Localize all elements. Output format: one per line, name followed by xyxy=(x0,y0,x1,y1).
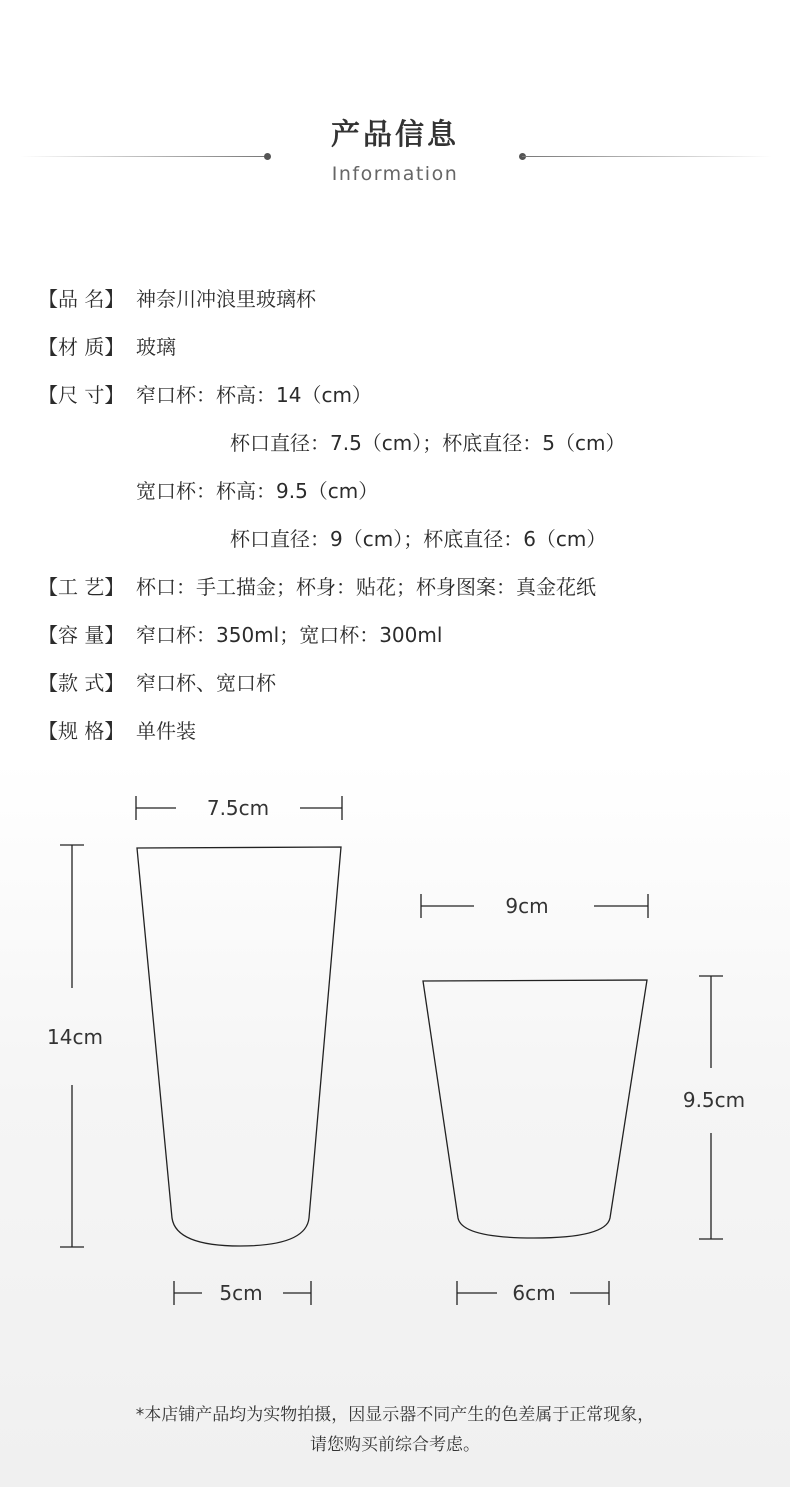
material-label: 【材 质】 xyxy=(38,335,125,359)
spec-value: 单件装 xyxy=(136,719,196,743)
disclaimer-line2: 请您购买前综合考虑。 xyxy=(310,1435,480,1455)
wide-size-line2: 杯口直径：9（cm）；杯底直径：6（cm） xyxy=(230,527,607,551)
wide-top-dimension: 9cm xyxy=(505,894,549,918)
size-label: 【尺 寸】 xyxy=(38,383,125,407)
narrow-cup-outline xyxy=(137,847,341,1246)
style-label: 【款 式】 xyxy=(38,671,125,695)
narrow-size-line1: 窄口杯：杯高：14（cm） xyxy=(136,383,372,407)
wide-size-line1: 宽口杯：杯高：9.5（cm） xyxy=(136,479,379,503)
spec-label: 【规 格】 xyxy=(38,719,125,743)
craft-label: 【工 艺】 xyxy=(38,575,125,599)
craft-value: 杯口：手工描金；杯身：贴花；杯身图案：真金花纸 xyxy=(136,575,596,599)
capacity-value: 窄口杯：350ml；宽口杯：300ml xyxy=(136,623,443,647)
capacity-label: 【容 量】 xyxy=(38,623,125,647)
material-value: 玻璃 xyxy=(136,335,176,359)
style-value: 窄口杯、宽口杯 xyxy=(136,671,276,695)
narrow-bottom-dimension: 5cm xyxy=(219,1281,263,1305)
narrow-size-line2: 杯口直径：7.5（cm）；杯底直径：5（cm） xyxy=(230,431,626,455)
narrow-height-dimension: 14cm xyxy=(47,1025,103,1049)
page-title: 产品信息 xyxy=(330,117,459,151)
narrow-top-dimension: 7.5cm xyxy=(206,796,270,820)
wide-bottom-dimension: 6cm xyxy=(512,1281,556,1305)
wide-cup-outline xyxy=(423,980,647,1238)
disclaimer-line1: *本店铺产品均为实物拍摄，因显示器不同产生的色差属于正常现象， xyxy=(135,1405,655,1425)
name-value: 神奈川冲浪里玻璃杯 xyxy=(136,287,316,311)
wide-height-dimension: 9.5cm xyxy=(682,1088,746,1112)
page-subtitle: Information xyxy=(331,163,459,185)
name-label: 【品 名】 xyxy=(38,287,125,311)
